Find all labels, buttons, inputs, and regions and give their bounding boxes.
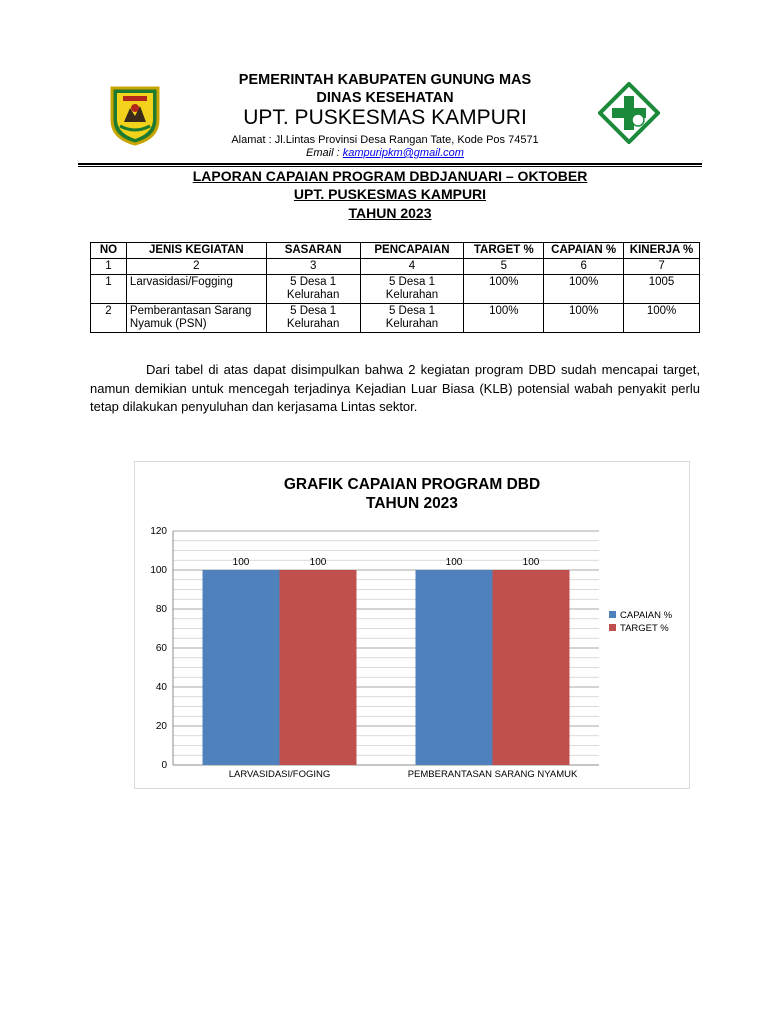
y-tick-label: 20 — [155, 721, 167, 732]
header-cell: CAPAIAN % — [544, 243, 624, 259]
conclusion-paragraph: Dari tabel di atas dapat disimpulkan bahwa 2 kegiatan program DBD sudah mencapai target, namun demikian untuk mencegah terjadinya Kejadian Luar Biasa (KLB) potensial wabah penyakit perlu tetap dilakukan penyuluhan dan kerjasama Lintas sektor. — [90, 362, 700, 414]
report-title-line1: LAPORAN CAPAIAN PROGRAM DBDJANUARI – OKTOBER — [192, 168, 588, 184]
y-tick-label: 60 — [155, 643, 167, 654]
x-tick-label: PEMBERANTASAN SARANG NYAMUK — [407, 769, 578, 780]
chart-container — [134, 461, 690, 789]
gunung-mas-regency-logo — [104, 84, 166, 146]
letterhead-rule — [78, 163, 702, 165]
data-label: 100 — [309, 557, 327, 568]
bar — [280, 570, 357, 765]
legend-label: CAPAIAN % — [620, 610, 673, 621]
table-cell: 5 Desa 1 Kelurahan — [360, 304, 464, 333]
report-title-line2: UPT. PUSKESMAS KAMPURI — [293, 186, 487, 202]
email-link[interactable]: kampuripkm@gmail.com — [342, 147, 464, 159]
index-cell: 6 — [544, 259, 624, 275]
y-tick-label: 0 — [161, 760, 167, 771]
y-tick-label: 40 — [155, 682, 167, 693]
report-title-line3: TAHUN 2023 — [348, 205, 432, 221]
bar — [493, 570, 570, 765]
table-cell: 1 — [91, 275, 127, 304]
table-cell: 100% — [624, 304, 700, 333]
header-address: Alamat : Jl.Lintas Provinsi Desa Rangan Tate, Kode Pos 74571 — [231, 134, 539, 146]
letterhead-rule-thin — [78, 166, 702, 167]
index-cell: 3 — [266, 259, 360, 275]
table-header-row — [91, 243, 700, 259]
table-row — [91, 275, 700, 304]
index-cell: 4 — [360, 259, 464, 275]
header-department: DINAS KESEHATAN — [316, 90, 454, 106]
table-cell: 100% — [544, 304, 624, 333]
table-cell: 1005 — [624, 275, 700, 304]
table-cell: 5 Desa 1 Kelurahan — [360, 275, 464, 304]
header-cell: PENCAPAIAN — [360, 243, 464, 259]
header-cell: JENIS KEGIATAN — [126, 243, 266, 259]
table-cell: 2 — [91, 304, 127, 333]
index-cell: 7 — [624, 259, 700, 275]
bar-chart — [135, 462, 689, 788]
header-cell: TARGET % — [464, 243, 544, 259]
achievement-table — [90, 242, 700, 333]
legend-swatch — [609, 624, 616, 631]
bar — [416, 570, 493, 765]
x-tick-label: LARVASIDASI/FOGING — [228, 769, 331, 780]
table-cell: 5 Desa 1 Kelurahan — [266, 304, 360, 333]
y-tick-label: 120 — [150, 526, 167, 537]
header-email-line — [170, 147, 600, 159]
y-tick-label: 80 — [155, 604, 167, 615]
data-label: 100 — [522, 557, 540, 568]
table-cell: 100% — [544, 275, 624, 304]
chart-title: GRAFIK CAPAIAN PROGRAM DBD — [283, 476, 541, 493]
index-cell: 1 — [91, 259, 127, 275]
legend-label: TARGET % — [620, 623, 669, 634]
header-cell: SASARAN — [266, 243, 360, 259]
table-index-row — [91, 259, 700, 275]
data-label: 100 — [232, 557, 250, 568]
table-cell: Pemberantasan Sarang Nyamuk (PSN) — [126, 304, 266, 333]
bar — [203, 570, 280, 765]
chart-subtitle: TAHUN 2023 — [366, 495, 458, 512]
table-cell: 5 Desa 1 Kelurahan — [266, 275, 360, 304]
header-cell: KINERJA % — [624, 243, 700, 259]
header-government: PEMERINTAH KABUPATEN GUNUNG MAS — [238, 72, 532, 88]
table-row — [91, 304, 700, 333]
table-cell: 100% — [464, 304, 544, 333]
table-cell: Larvasidasi/Fogging — [126, 275, 266, 304]
header-cell: NO — [91, 243, 127, 259]
health-cross-logo — [598, 82, 660, 144]
legend-swatch — [609, 611, 616, 618]
data-label: 100 — [445, 557, 463, 568]
y-tick-label: 100 — [150, 565, 167, 576]
table-cell: 100% — [464, 275, 544, 304]
index-cell: 2 — [126, 259, 266, 275]
email-label: Email : — [306, 147, 343, 159]
index-cell: 5 — [464, 259, 544, 275]
header-institution: UPT. PUSKESMAS KAMPURI — [243, 106, 527, 129]
